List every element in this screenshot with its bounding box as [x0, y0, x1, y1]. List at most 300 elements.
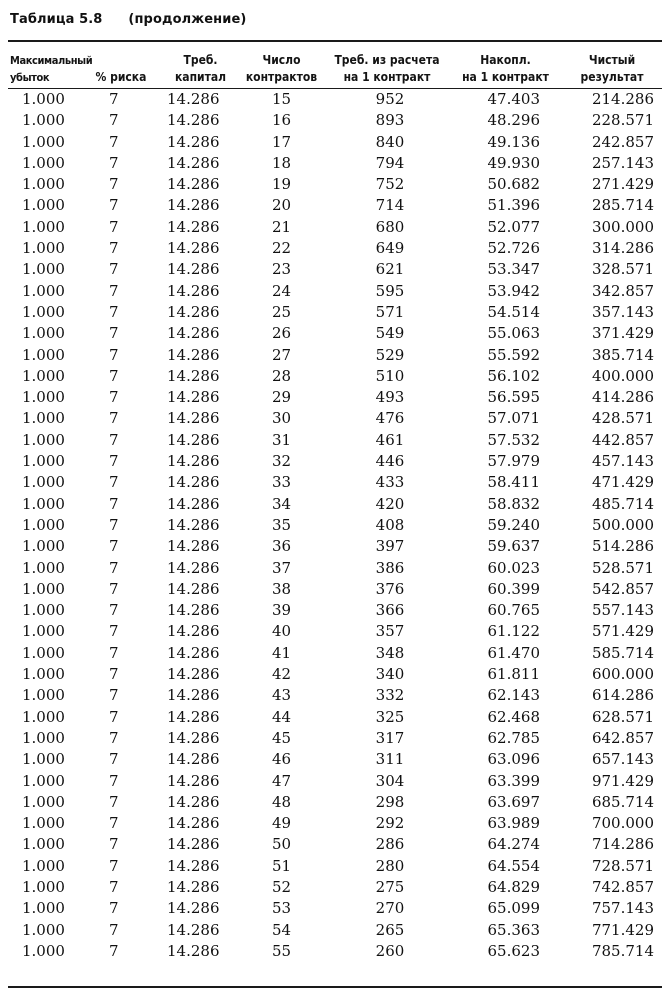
cell-net-result: 328.571 — [591, 260, 654, 279]
cell-required-per-contract: 420 — [375, 494, 405, 513]
cell-contract-count: 30 — [271, 409, 292, 428]
table-row — [8, 110, 662, 131]
table-row — [8, 856, 662, 877]
cell-max-loss: 1.000 — [22, 281, 65, 300]
table-caption — [10, 12, 246, 27]
cell-required-per-contract: 340 — [375, 665, 405, 684]
cell-required-capital: 14.286 — [167, 473, 220, 492]
cell-risk-percent: 7 — [109, 90, 119, 108]
cell-risk-percent: 7 — [109, 601, 119, 620]
cell-contract-count: 51 — [271, 856, 292, 875]
cell-required-per-contract: 376 — [375, 579, 405, 598]
cell-contract-count: 31 — [271, 430, 292, 449]
cell-max-loss: 1.000 — [22, 409, 65, 428]
cell-required-per-contract: 571 — [375, 302, 405, 321]
column-header-accumulated-per-contract: Накопл. на 1 контракт — [462, 53, 549, 84]
cell-max-loss: 1.000 — [22, 643, 65, 662]
cell-accumulated-per-contract: 63.697 — [487, 792, 540, 811]
cell-required-capital: 14.286 — [167, 856, 220, 875]
cell-accumulated-per-contract: 64.554 — [487, 856, 540, 875]
cell-contract-count: 15 — [271, 90, 292, 108]
table-row — [8, 792, 662, 813]
cell-required-capital: 14.286 — [167, 622, 220, 641]
cell-required-capital: 14.286 — [167, 111, 220, 130]
cell-max-loss: 1.000 — [22, 941, 65, 960]
column-header-contract-count: Число контрактов — [245, 53, 318, 84]
table-row — [8, 877, 662, 898]
cell-accumulated-per-contract: 57.979 — [487, 452, 540, 471]
cell-required-capital: 14.286 — [167, 750, 220, 769]
cell-required-per-contract: 332 — [375, 686, 405, 705]
table-row — [8, 387, 662, 408]
table-row — [8, 323, 662, 344]
cell-required-capital: 14.286 — [167, 302, 220, 321]
table-body — [8, 86, 662, 962]
table-row — [8, 600, 662, 621]
cell-accumulated-per-contract: 57.532 — [487, 430, 540, 449]
cell-accumulated-per-contract: 56.102 — [487, 366, 540, 385]
cell-net-result: 642.857 — [591, 728, 654, 747]
cell-max-loss: 1.000 — [22, 814, 65, 833]
cell-net-result: 257.143 — [591, 153, 654, 172]
cell-accumulated-per-contract: 62.468 — [487, 707, 540, 726]
cell-net-result: 571.429 — [591, 622, 654, 641]
cell-accumulated-per-contract: 58.832 — [487, 494, 540, 513]
cell-risk-percent: 7 — [109, 792, 119, 811]
cell-max-loss: 1.000 — [22, 601, 65, 620]
cell-contract-count: 17 — [271, 132, 292, 151]
cell-net-result: 685.714 — [591, 792, 654, 811]
cell-accumulated-per-contract: 54.514 — [487, 302, 540, 321]
cell-risk-percent: 7 — [109, 814, 119, 833]
cell-required-capital: 14.286 — [167, 90, 220, 108]
cell-max-loss: 1.000 — [22, 750, 65, 769]
cell-required-capital: 14.286 — [167, 835, 220, 854]
header-row — [8, 46, 662, 86]
cell-accumulated-per-contract: 55.063 — [487, 324, 540, 343]
cell-required-capital: 14.286 — [167, 601, 220, 620]
cell-risk-percent: 7 — [109, 388, 119, 407]
cell-max-loss: 1.000 — [22, 665, 65, 684]
cell-risk-percent: 7 — [109, 324, 119, 343]
cell-required-capital: 14.286 — [167, 430, 220, 449]
cell-max-loss: 1.000 — [22, 792, 65, 811]
cell-required-per-contract: 493 — [375, 388, 405, 407]
cell-required-capital: 14.286 — [167, 281, 220, 300]
cell-required-capital: 14.286 — [167, 132, 220, 151]
cell-max-loss: 1.000 — [22, 239, 65, 258]
cell-risk-percent: 7 — [109, 430, 119, 449]
cell-max-loss: 1.000 — [22, 132, 65, 151]
cell-required-capital: 14.286 — [167, 771, 220, 790]
cell-contract-count: 26 — [271, 324, 292, 343]
cell-net-result: 528.571 — [591, 558, 654, 577]
cell-contract-count: 53 — [271, 899, 292, 918]
cell-net-result: 728.571 — [591, 856, 654, 875]
bottom-rule — [8, 986, 662, 988]
table-row — [8, 941, 662, 962]
cell-required-capital: 14.286 — [167, 452, 220, 471]
cell-required-per-contract: 952 — [375, 90, 405, 108]
table-row — [8, 813, 662, 834]
cell-required-per-contract: 476 — [375, 409, 405, 428]
cell-risk-percent: 7 — [109, 643, 119, 662]
table-label: Таблица 5.8 — [10, 12, 103, 27]
cell-contract-count: 52 — [271, 877, 292, 896]
cell-risk-percent: 7 — [109, 111, 119, 130]
table-row — [8, 302, 662, 323]
cell-net-result: 400.000 — [591, 366, 654, 385]
cell-required-per-contract: 265 — [375, 920, 405, 939]
table-row — [8, 558, 662, 579]
cell-net-result: 442.857 — [591, 430, 654, 449]
cell-risk-percent: 7 — [109, 260, 119, 279]
cell-net-result: 314.286 — [591, 239, 654, 258]
table-row — [8, 281, 662, 302]
cell-required-capital: 14.286 — [167, 558, 220, 577]
cell-accumulated-per-contract: 63.989 — [487, 814, 540, 833]
cell-max-loss: 1.000 — [22, 686, 65, 705]
cell-accumulated-per-contract: 64.274 — [487, 835, 540, 854]
cell-risk-percent: 7 — [109, 728, 119, 747]
cell-contract-count: 55 — [271, 941, 292, 960]
cell-required-per-contract: 325 — [375, 707, 405, 726]
cell-required-capital: 14.286 — [167, 153, 220, 172]
cell-accumulated-per-contract: 64.829 — [487, 877, 540, 896]
table-row — [8, 685, 662, 706]
cell-required-capital: 14.286 — [167, 494, 220, 513]
table-row — [8, 430, 662, 451]
cell-accumulated-per-contract: 47.403 — [487, 90, 540, 108]
table-row — [8, 771, 662, 792]
cell-risk-percent: 7 — [109, 239, 119, 258]
cell-contract-count: 47 — [271, 771, 292, 790]
cell-accumulated-per-contract: 65.099 — [487, 899, 540, 918]
cell-net-result: 614.286 — [591, 686, 654, 705]
cell-contract-count: 50 — [271, 835, 292, 854]
cell-contract-count: 20 — [271, 196, 292, 215]
cell-risk-percent: 7 — [109, 707, 119, 726]
cell-max-loss: 1.000 — [22, 111, 65, 130]
cell-net-result: 700.000 — [591, 814, 654, 833]
cell-net-result: 457.143 — [591, 452, 654, 471]
cell-max-loss: 1.000 — [22, 175, 65, 194]
table-row — [8, 494, 662, 515]
cell-accumulated-per-contract: 65.623 — [487, 941, 540, 960]
cell-contract-count: 33 — [271, 473, 292, 492]
cell-required-per-contract: 275 — [375, 877, 405, 896]
cell-max-loss: 1.000 — [22, 622, 65, 641]
cell-required-capital: 14.286 — [167, 665, 220, 684]
cell-risk-percent: 7 — [109, 665, 119, 684]
cell-accumulated-per-contract: 61.811 — [487, 665, 540, 684]
cell-required-per-contract: 397 — [375, 537, 405, 556]
table-row — [8, 195, 662, 216]
cell-required-per-contract: 311 — [375, 750, 405, 769]
cell-net-result: 414.286 — [591, 388, 654, 407]
cell-risk-percent: 7 — [109, 686, 119, 705]
cell-net-result: 428.571 — [591, 409, 654, 428]
cell-net-result: 485.714 — [591, 494, 654, 513]
cell-contract-count: 38 — [271, 579, 292, 598]
cell-max-loss: 1.000 — [22, 90, 65, 108]
cell-accumulated-per-contract: 53.347 — [487, 260, 540, 279]
cell-max-loss: 1.000 — [22, 494, 65, 513]
cell-contract-count: 28 — [271, 366, 292, 385]
cell-contract-count: 23 — [271, 260, 292, 279]
table-row — [8, 664, 662, 685]
table-row — [8, 834, 662, 855]
cell-accumulated-per-contract: 61.122 — [487, 622, 540, 641]
cell-contract-count: 48 — [271, 792, 292, 811]
table-row — [8, 621, 662, 642]
cell-required-per-contract: 260 — [375, 941, 405, 960]
cell-required-per-contract: 794 — [375, 153, 405, 172]
cell-required-per-contract: 461 — [375, 430, 405, 449]
cell-required-capital: 14.286 — [167, 877, 220, 896]
cell-required-capital: 14.286 — [167, 175, 220, 194]
cell-accumulated-per-contract: 59.240 — [487, 515, 540, 534]
cell-contract-count: 42 — [271, 665, 292, 684]
cell-risk-percent: 7 — [109, 877, 119, 896]
cell-risk-percent: 7 — [109, 537, 119, 556]
cell-contract-count: 43 — [271, 686, 292, 705]
cell-required-per-contract: 357 — [375, 622, 405, 641]
table-row — [8, 174, 662, 195]
table-row — [8, 238, 662, 259]
cell-net-result: 228.571 — [591, 111, 654, 130]
cell-net-result: 342.857 — [591, 281, 654, 300]
table-row — [8, 451, 662, 472]
cell-max-loss: 1.000 — [22, 345, 65, 364]
cell-risk-percent: 7 — [109, 750, 119, 769]
cell-risk-percent: 7 — [109, 622, 119, 641]
cell-max-loss: 1.000 — [22, 302, 65, 321]
data-table — [8, 46, 662, 962]
table-row — [8, 898, 662, 919]
cell-required-capital: 14.286 — [167, 579, 220, 598]
cell-risk-percent: 7 — [109, 835, 119, 854]
cell-risk-percent: 7 — [109, 345, 119, 364]
cell-accumulated-per-contract: 62.785 — [487, 728, 540, 747]
cell-required-per-contract: 446 — [375, 452, 405, 471]
cell-max-loss: 1.000 — [22, 728, 65, 747]
cell-max-loss: 1.000 — [22, 515, 65, 534]
cell-required-per-contract: 529 — [375, 345, 405, 364]
cell-max-loss: 1.000 — [22, 877, 65, 896]
table-row — [8, 579, 662, 600]
cell-max-loss: 1.000 — [22, 196, 65, 215]
cell-net-result: 242.857 — [591, 132, 654, 151]
cell-required-per-contract: 595 — [375, 281, 405, 300]
cell-risk-percent: 7 — [109, 366, 119, 385]
cell-accumulated-per-contract: 52.077 — [487, 217, 540, 236]
cell-max-loss: 1.000 — [22, 707, 65, 726]
cell-net-result: 471.429 — [591, 473, 654, 492]
table-row — [8, 217, 662, 238]
cell-max-loss: 1.000 — [22, 835, 65, 854]
column-header-required-per-contract: Треб. из расчета на 1 контракт — [334, 53, 440, 84]
cell-required-per-contract: 621 — [375, 260, 405, 279]
cell-required-capital: 14.286 — [167, 899, 220, 918]
cell-net-result: 757.143 — [591, 899, 654, 918]
table-row — [8, 472, 662, 493]
table-row — [8, 707, 662, 728]
cell-max-loss: 1.000 — [22, 579, 65, 598]
table-row — [8, 345, 662, 366]
cell-accumulated-per-contract: 53.942 — [487, 281, 540, 300]
cell-required-per-contract: 286 — [375, 835, 405, 854]
cell-max-loss: 1.000 — [22, 452, 65, 471]
table-row — [8, 408, 662, 429]
table-row — [8, 366, 662, 387]
cell-max-loss: 1.000 — [22, 217, 65, 236]
cell-required-per-contract: 298 — [375, 792, 405, 811]
cell-required-per-contract: 348 — [375, 643, 405, 662]
cell-required-capital: 14.286 — [167, 345, 220, 364]
cell-risk-percent: 7 — [109, 558, 119, 577]
cell-risk-percent: 7 — [109, 494, 119, 513]
cell-net-result: 385.714 — [591, 345, 654, 364]
cell-required-capital: 14.286 — [167, 260, 220, 279]
cell-accumulated-per-contract: 48.296 — [487, 111, 540, 130]
cell-accumulated-per-contract: 50.682 — [487, 175, 540, 194]
table-row — [8, 920, 662, 941]
cell-contract-count: 18 — [271, 153, 292, 172]
cell-accumulated-per-contract: 65.363 — [487, 920, 540, 939]
cell-contract-count: 54 — [271, 920, 292, 939]
cell-max-loss: 1.000 — [22, 366, 65, 385]
cell-risk-percent: 7 — [109, 452, 119, 471]
cell-accumulated-per-contract: 52.726 — [487, 239, 540, 258]
cell-required-capital: 14.286 — [167, 792, 220, 811]
cell-accumulated-per-contract: 56.595 — [487, 388, 540, 407]
cell-max-loss: 1.000 — [22, 388, 65, 407]
cell-max-loss: 1.000 — [22, 537, 65, 556]
cell-risk-percent: 7 — [109, 302, 119, 321]
cell-required-capital: 14.286 — [167, 366, 220, 385]
table-header — [8, 46, 662, 86]
cell-risk-percent: 7 — [109, 196, 119, 215]
cell-contract-count: 45 — [271, 728, 292, 747]
cell-net-result: 714.286 — [591, 835, 654, 854]
cell-required-per-contract: 752 — [375, 175, 405, 194]
cell-accumulated-per-contract: 51.396 — [487, 196, 540, 215]
cell-risk-percent: 7 — [109, 409, 119, 428]
cell-contract-count: 16 — [271, 111, 292, 130]
cell-net-result: 557.143 — [591, 601, 654, 620]
cell-risk-percent: 7 — [109, 856, 119, 875]
table-row — [8, 536, 662, 557]
cell-required-capital: 14.286 — [167, 239, 220, 258]
cell-accumulated-per-contract: 57.071 — [487, 409, 540, 428]
cell-required-capital: 14.286 — [167, 686, 220, 705]
cell-risk-percent: 7 — [109, 175, 119, 194]
cell-required-capital: 14.286 — [167, 707, 220, 726]
cell-required-per-contract: 549 — [375, 324, 405, 343]
cell-risk-percent: 7 — [109, 217, 119, 236]
cell-risk-percent: 7 — [109, 941, 119, 960]
cell-contract-count: 40 — [271, 622, 292, 641]
cell-required-capital: 14.286 — [167, 537, 220, 556]
cell-max-loss: 1.000 — [22, 473, 65, 492]
table-row — [8, 728, 662, 749]
table-row — [8, 749, 662, 770]
cell-contract-count: 39 — [271, 601, 292, 620]
table-row — [8, 643, 662, 664]
cell-contract-count: 49 — [271, 814, 292, 833]
cell-required-capital: 14.286 — [167, 388, 220, 407]
cell-contract-count: 19 — [271, 175, 292, 194]
cell-net-result: 785.714 — [591, 941, 654, 960]
cell-required-per-contract: 386 — [375, 558, 405, 577]
cell-net-result: 742.857 — [591, 877, 654, 896]
cell-required-per-contract: 304 — [375, 771, 405, 790]
cell-required-capital: 14.286 — [167, 324, 220, 343]
cell-required-per-contract: 280 — [375, 856, 405, 875]
cell-accumulated-per-contract: 60.765 — [487, 601, 540, 620]
table-row — [8, 515, 662, 536]
column-header-required-capital: Треб. капитал — [174, 53, 227, 84]
cell-contract-count: 29 — [271, 388, 292, 407]
cell-required-capital: 14.286 — [167, 920, 220, 939]
cell-net-result: 514.286 — [591, 537, 654, 556]
cell-contract-count: 22 — [271, 239, 292, 258]
cell-risk-percent: 7 — [109, 771, 119, 790]
cell-contract-count: 27 — [271, 345, 292, 364]
table-row — [8, 132, 662, 153]
cell-required-per-contract: 649 — [375, 239, 405, 258]
cell-accumulated-per-contract: 49.930 — [487, 153, 540, 172]
cell-net-result: 585.714 — [591, 643, 654, 662]
cell-required-per-contract: 317 — [375, 728, 405, 747]
cell-max-loss: 1.000 — [22, 771, 65, 790]
cell-net-result: 285.714 — [591, 196, 654, 215]
cell-accumulated-per-contract: 63.399 — [487, 771, 540, 790]
column-header-net-result: Чистый результат — [580, 53, 644, 84]
cell-required-per-contract: 292 — [375, 814, 405, 833]
cell-risk-percent: 7 — [109, 153, 119, 172]
cell-max-loss: 1.000 — [22, 899, 65, 918]
column-header-risk-percent: % риска — [95, 70, 147, 84]
cell-risk-percent: 7 — [109, 473, 119, 492]
cell-max-loss: 1.000 — [22, 558, 65, 577]
cell-required-capital: 14.286 — [167, 409, 220, 428]
cell-net-result: 657.143 — [591, 750, 654, 769]
cell-accumulated-per-contract: 49.136 — [487, 132, 540, 151]
top-rule — [8, 40, 662, 42]
cell-risk-percent: 7 — [109, 515, 119, 534]
cell-net-result: 357.143 — [591, 302, 654, 321]
cell-net-result: 214.286 — [591, 90, 654, 108]
cell-net-result: 628.571 — [591, 707, 654, 726]
cell-risk-percent: 7 — [109, 920, 119, 939]
cell-accumulated-per-contract: 55.592 — [487, 345, 540, 364]
cell-net-result: 371.429 — [591, 324, 654, 343]
cell-required-per-contract: 366 — [375, 601, 405, 620]
cell-required-per-contract: 893 — [375, 111, 405, 130]
cell-risk-percent: 7 — [109, 281, 119, 300]
cell-accumulated-per-contract: 59.637 — [487, 537, 540, 556]
cell-accumulated-per-contract: 63.096 — [487, 750, 540, 769]
cell-net-result: 300.000 — [591, 217, 654, 236]
cell-required-per-contract: 714 — [375, 196, 405, 215]
cell-required-capital: 14.286 — [167, 643, 220, 662]
cell-contract-count: 24 — [271, 281, 292, 300]
cell-contract-count: 32 — [271, 452, 292, 471]
cell-required-capital: 14.286 — [167, 515, 220, 534]
table-row — [8, 153, 662, 174]
